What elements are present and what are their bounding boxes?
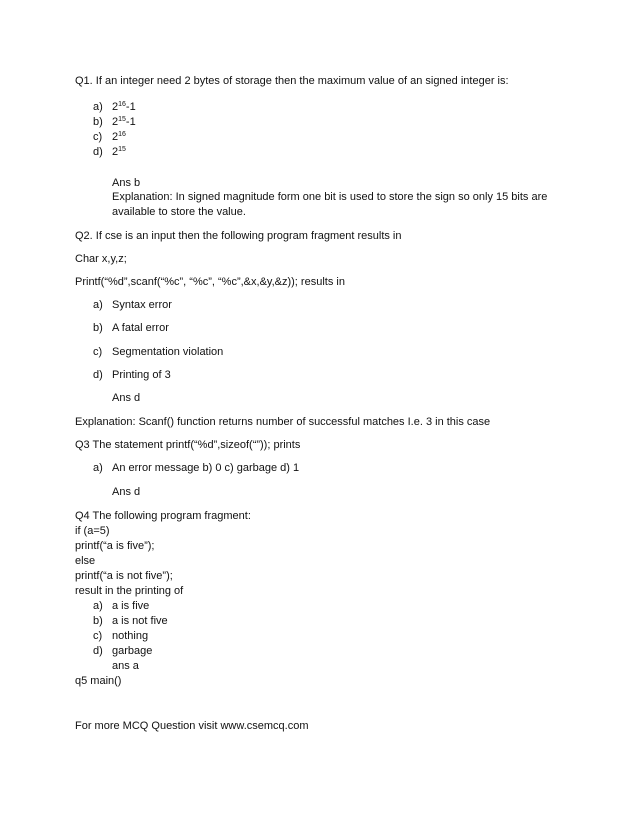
q4-option-c: nothing (112, 630, 149, 642)
q4-option-c-marker: c) (93, 630, 103, 642)
q3-options: An error message b) 0 c) garbage d) 1 (112, 462, 300, 474)
q4-code-line: printf(“a is five”); (75, 540, 155, 552)
q2-option-c: Segmentation violation (112, 346, 224, 358)
q2-option-d-marker: d) (93, 369, 103, 381)
q2-option-a: Syntax error (112, 299, 172, 311)
q4-option-d: garbage (112, 645, 153, 657)
q1-option-a: $2^{16}-1$ (112, 101, 136, 113)
q4-option-a: a is five (112, 600, 150, 612)
q1-option-d: $2^{15}$ (112, 146, 126, 158)
q2-option-b-marker: b) (93, 322, 103, 334)
q2-answer: Ans d (112, 392, 141, 404)
q3-answer: Ans d (112, 486, 141, 498)
q2-question: Q2. If cse is an input then the following program fragment results in (75, 230, 402, 242)
q4-option-d-marker: d) (93, 645, 103, 657)
q1-option-d-marker: d) (93, 146, 103, 158)
q4-option-b-marker: b) (93, 615, 103, 627)
q1-option-b-marker: b) (93, 116, 103, 128)
footer-text: For more MCQ Question visit www.csemcq.com (75, 720, 309, 732)
q4-result-text: result in the printing of (75, 585, 184, 597)
q4-code-line: else (75, 555, 96, 567)
q1-explanation-line1: Explanation: In signed magnitude form one bit is used to store the sign so only 15 bits are (112, 191, 548, 203)
q2-option-d: Printing of 3 (112, 369, 171, 381)
q3-option-marker: a) (93, 462, 103, 474)
q1-option-b: $2^{15}-1$ (112, 116, 136, 128)
q1-answer: Ans b (112, 177, 141, 189)
q4-code-line: printf(“a is not five”); (75, 570, 173, 582)
q4-question: Q4 The following program fragment: (75, 510, 251, 522)
q4-answer: ans a (112, 660, 139, 672)
q1-option-c-marker: c) (93, 131, 103, 143)
q2-option-c-marker: c) (93, 346, 103, 358)
q1-option-c: $2^{16}$ (112, 131, 126, 143)
q1-option-a-marker: a) (93, 101, 103, 113)
q1-explanation-line2: available to store the value. (112, 206, 246, 218)
q5-text: q5 main() (75, 675, 122, 687)
q2-code-line1: Char x,y,z; (75, 253, 127, 265)
q2-option-b: A fatal error (112, 322, 169, 334)
q4-option-a-marker: a) (93, 600, 103, 612)
q2-explanation: Explanation: Scanf() function returns number of successful matches I.e. 3 in this case (75, 416, 491, 428)
q1-question: Q1. If an integer need 2 bytes of storage then the maximum value of an signed integer is: (75, 75, 509, 87)
q2-code-line2: Printf(“%d”,scanf(“%c”, “%c”, “%c”,&x,&y,&z)); results in (75, 276, 345, 288)
q4-code-line: if (a=5) (75, 525, 110, 537)
q4-option-b: a is not five (112, 615, 168, 627)
q3-question: Q3 The statement printf(“%d”,sizeof(“”)); prints (75, 439, 301, 451)
q2-option-a-marker: a) (93, 299, 103, 311)
